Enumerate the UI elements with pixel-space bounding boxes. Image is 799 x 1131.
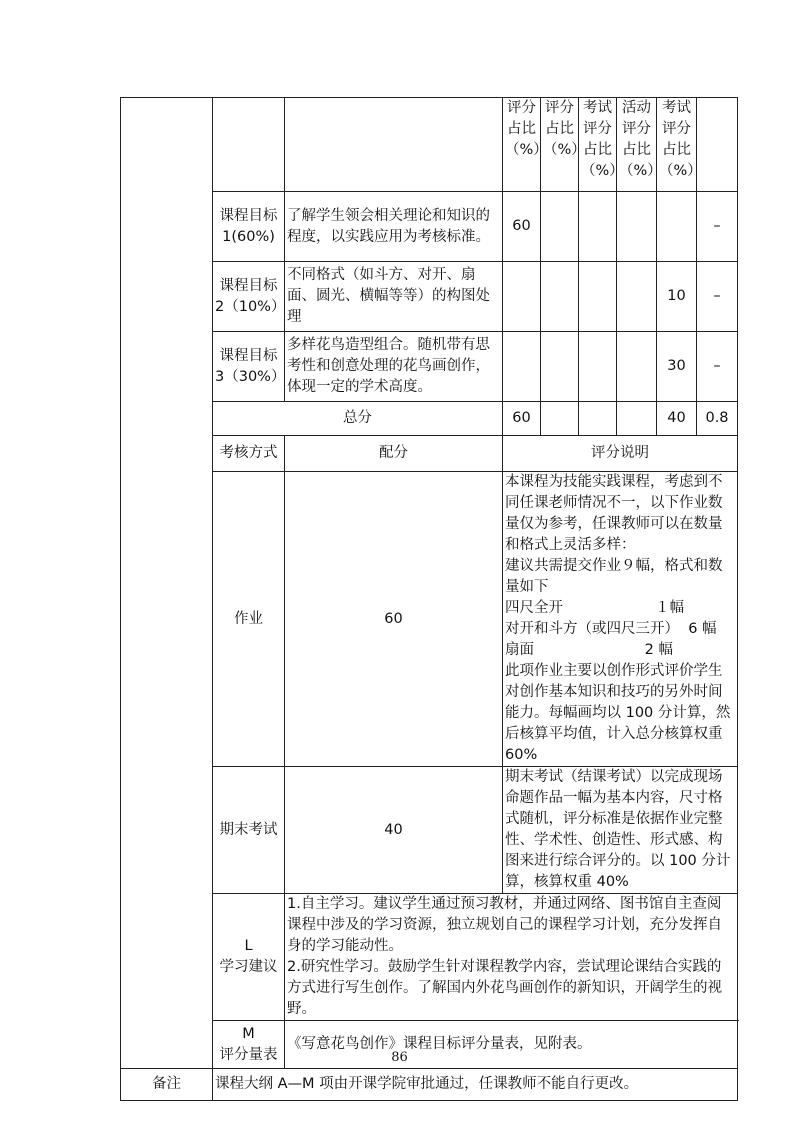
header-col-5: 考试 评分 占比 （%） bbox=[657, 98, 697, 192]
objective-3-desc: 多样花鸟造型组合。随机带有思考性和创意处理的花鸟画创作，体现一定的学术高度。 bbox=[285, 332, 503, 402]
total-cell bbox=[541, 402, 579, 436]
header-col-2: 评分 占比 （%） bbox=[541, 98, 579, 192]
objective-2-cell: 10 bbox=[657, 262, 697, 332]
objective-3-label: 课程目标3（30%） bbox=[213, 332, 285, 402]
objective-3-cell bbox=[579, 332, 617, 402]
total-label: 总分 bbox=[213, 402, 503, 436]
objective-1-cell bbox=[657, 192, 697, 262]
assessment-homework-score: 60 bbox=[285, 472, 503, 767]
learning-advice-paragraph: 1.自主学习。建议学生通过预习教材，并通过网络、图书馆自主查阅课程中涉及的学习资源，独立规划自己的课程学习计划，充分发挥自身的学习能动性。 bbox=[287, 896, 722, 954]
objective-2-label: 课程目标2（10%） bbox=[213, 262, 285, 332]
homework-line: 建议共需提交作业９幅，格式和数量如下 bbox=[505, 558, 723, 595]
homework-line: 对开和斗方（或四尺三开） 6 幅 bbox=[505, 621, 717, 637]
assessment-desc-header: 评分说明 bbox=[503, 436, 738, 472]
section-l-heading bbox=[213, 894, 285, 1021]
header-col-6 bbox=[697, 98, 738, 192]
header-blank-label bbox=[213, 98, 285, 192]
section-l-title: 学习建议 bbox=[219, 959, 278, 975]
total-cell bbox=[617, 402, 657, 436]
homework-line: 四尺全开 １幅 bbox=[505, 600, 685, 616]
homework-line: 扇面 2 幅 bbox=[505, 642, 673, 658]
total-cell: 40 bbox=[657, 402, 697, 436]
objective-3-cell: – bbox=[697, 332, 738, 402]
assessment-exam-desc bbox=[503, 767, 738, 894]
objective-2-desc: 不同格式（如斗方、对开、扇面、圆光、横幅等等）的构图处理 bbox=[285, 262, 503, 332]
objective-2-cell bbox=[541, 262, 579, 332]
syllabus-table bbox=[120, 97, 738, 1101]
objective-2-cell bbox=[503, 262, 541, 332]
homework-line: 此项作业主要以创作形式评价学生对创作基本知识和技巧的另外时间能力。每幅画均以 100 分计算，然后核算平均值，计入总分核算权重 60% bbox=[505, 663, 731, 763]
objective-1-cell bbox=[541, 192, 579, 262]
homework-line: 本课程为技能实践课程，考虑到不同任课老师情况不一，以下作业数量仅为参考，任课教师可以在数量和格式上灵活多样： bbox=[505, 474, 723, 553]
objective-3-cell bbox=[541, 332, 579, 402]
objective-1-cell: – bbox=[697, 192, 738, 262]
objective-1-cell bbox=[617, 192, 657, 262]
assessment-exam-method: 期末考试 bbox=[213, 767, 285, 894]
objective-2-cell bbox=[617, 262, 657, 332]
assessment-exam-score: 40 bbox=[285, 767, 503, 894]
section-l-content bbox=[285, 894, 738, 1021]
total-cell: 0.8 bbox=[697, 402, 738, 436]
objective-1-cell: 60 bbox=[503, 192, 541, 262]
total-cell bbox=[579, 402, 617, 436]
assessment-homework-method: 作业 bbox=[213, 472, 285, 767]
learning-advice-paragraph: 2.研究性学习。鼓励学生针对课程教学内容，尝试理论课结合实践的方式进行写生创作。了解国内外花鸟画创作的新知识，开阔学生的视野。 bbox=[287, 959, 722, 1017]
header-col-3: 考试 评分 占比 （%） bbox=[579, 98, 617, 192]
objective-3-cell bbox=[503, 332, 541, 402]
objective-2-cell: – bbox=[697, 262, 738, 332]
total-cell: 60 bbox=[503, 402, 541, 436]
section-m-title: 评分量表 bbox=[219, 1046, 278, 1063]
assessment-homework-desc bbox=[503, 472, 738, 767]
header-col-1: 评分 占比 （%） bbox=[503, 98, 541, 192]
objective-1-label: 课程目标1(60%) bbox=[213, 192, 285, 262]
header-blank-desc bbox=[285, 98, 503, 192]
assessment-score-header: 配分 bbox=[285, 436, 503, 472]
objective-1-cell bbox=[579, 192, 617, 262]
section-m-letter: M bbox=[242, 1025, 255, 1042]
objective-3-cell bbox=[617, 332, 657, 402]
assessment-method-header: 考核方式 bbox=[213, 436, 285, 472]
header-col-4: 活动 评分 占比 （%） bbox=[617, 98, 657, 192]
objective-3-cell: 30 bbox=[657, 332, 697, 402]
page-number: 86 bbox=[391, 1050, 408, 1065]
objective-2-cell bbox=[579, 262, 617, 332]
section-l-letter: L bbox=[244, 938, 253, 954]
exam-line: 期末考试（结课考试）以完成现场命题作品一幅为基本内容，尺寸格式随机，评分标准是依据作业完整性、学术性、创造性、形式感、构图来进行综合评分的。以 100 分计算，核算权重 40% bbox=[505, 769, 731, 890]
section-m-content: 《写意花鸟创作》课程目标评分量表，见附表。 bbox=[285, 1021, 738, 1069]
objective-1-desc: 了解学生领会相关理论和知识的程度，以实践应用为考核标准。 bbox=[285, 192, 503, 262]
remark-heading: 备注 bbox=[121, 1069, 213, 1101]
remark-content: 课程大纲 A—M 项由开课学院审批通过，任课教师不能自行更改。 bbox=[213, 1069, 738, 1101]
left-blank-cell bbox=[121, 98, 213, 1069]
